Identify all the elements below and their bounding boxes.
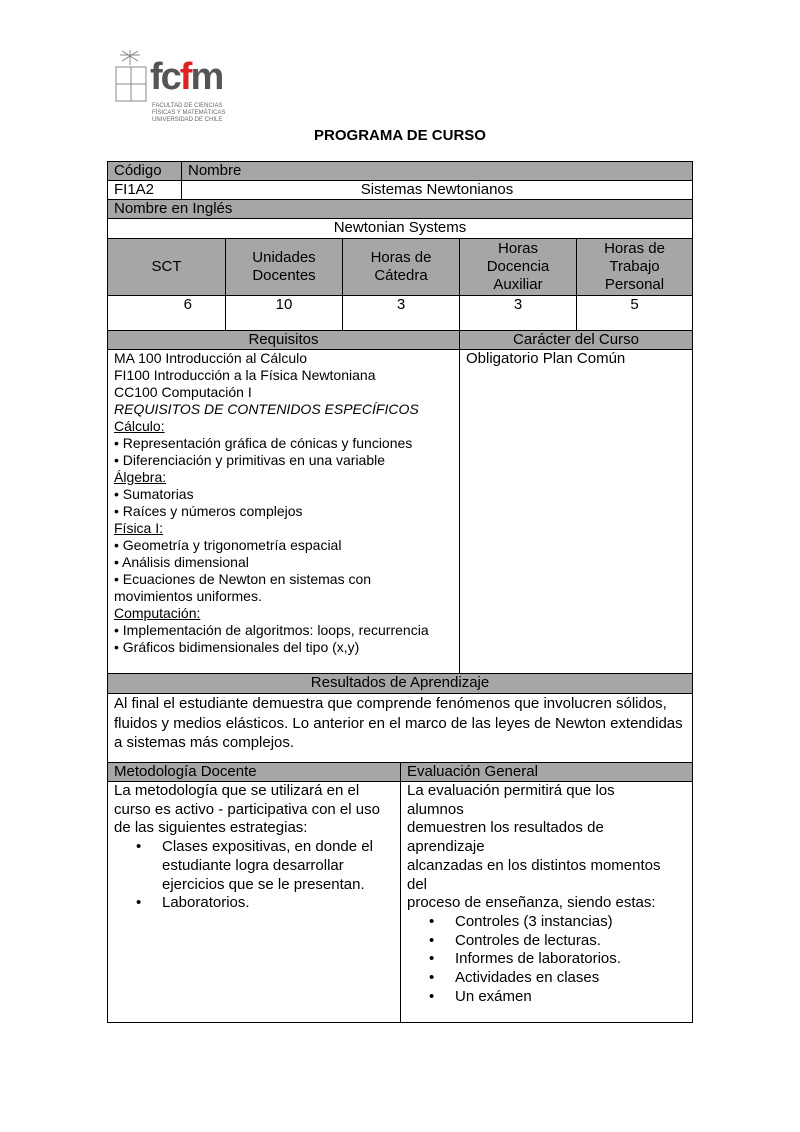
requisito: • Ecuaciones de Newton en sistemas con xyxy=(114,571,372,587)
requisito: MA 100 Introducción al Cálculo xyxy=(114,350,307,366)
requisito-section: Álgebra: xyxy=(114,469,167,485)
hours-header-catedra: Horas de Cátedra xyxy=(342,238,460,296)
metodologia-label: Metodología Docente xyxy=(107,762,401,782)
requisito: • Geometría y trigonometría espacial xyxy=(114,537,342,553)
hours-value-personal: 5 xyxy=(576,295,693,331)
requisito: • Diferenciación y primitivas en una variable xyxy=(114,452,386,468)
page-title: PROGRAMA DE CURSO xyxy=(314,127,486,144)
hours-value-sct: 6 xyxy=(107,295,226,331)
requisitos-specific-heading: REQUISITOS DE CONTENIDOS ESPECÍFICOS xyxy=(114,401,419,417)
hours-header-unidades: Unidades Docentes xyxy=(225,238,343,296)
hours-value-auxiliar: 3 xyxy=(459,295,577,331)
evaluacion-line: La evaluación permitirá que los xyxy=(407,782,615,799)
logo-text: fcfm xyxy=(150,56,223,98)
logo-subtitle: FÍSICAS Y MATEMÁTICAS xyxy=(152,110,226,116)
requisito: FI100 Introducción a la Física Newtoniana xyxy=(114,367,376,383)
hours-header-auxiliar: Horas Docencia Auxiliar xyxy=(459,238,577,296)
evaluacion-line: alumnos xyxy=(407,800,464,818)
requisito: movimientos uniformes. xyxy=(114,588,262,604)
ingles-label: Nombre en Inglés xyxy=(107,199,693,219)
evaluacion-line: alcanzadas en los distintos momentos xyxy=(407,856,661,874)
hours-header-sct: SCT xyxy=(107,238,226,296)
evaluacion-item: • Controles (3 instancias) xyxy=(407,913,686,932)
requisito-section: Cálculo: xyxy=(114,418,165,434)
evaluacion-line: aprendizaje xyxy=(407,838,485,856)
metodologia-item: • Clases expositivas, en donde el estudiante logra desarrollar ejercicios que se le presentan. xyxy=(114,838,390,894)
requisito: CC100 Computación I xyxy=(114,384,252,400)
logo-subtitle: UNIVERSIDAD DE CHILE xyxy=(152,117,223,123)
metodologia-item: • Laboratorios. xyxy=(114,894,390,913)
codigo-label: Código xyxy=(107,161,182,181)
nombre-label: Nombre xyxy=(181,161,693,181)
caracter-label: Carácter del Curso xyxy=(459,330,693,350)
logo-subtitle: FACULTAD DE CIENCIAS xyxy=(152,103,223,109)
fcfm-logo xyxy=(110,45,245,130)
requisito: • Análisis dimensional xyxy=(114,554,249,570)
resultados-label: Resultados de Aprendizaje xyxy=(107,673,693,694)
requisitos-list xyxy=(107,349,460,674)
requisitos-label: Requisitos xyxy=(107,330,460,350)
requisito-section: Física I: xyxy=(114,520,164,536)
ingles-value: Newtonian Systems xyxy=(107,218,693,239)
hours-value-unidades: 10 xyxy=(225,295,343,331)
evaluacion-line: del xyxy=(407,875,428,893)
caracter-value: Obligatorio Plan Común xyxy=(459,349,693,674)
evaluacion-item: • Informes de laboratorios. xyxy=(407,950,686,969)
requisito: • Representación gráfica de cónicas y funciones xyxy=(114,435,413,451)
evaluacion-item: • Actividades en clases xyxy=(407,969,686,988)
requisito: • Gráficos bidimensionales del tipo (x,y) xyxy=(114,639,360,655)
codigo-value: FI1A2 xyxy=(107,180,182,200)
requisito: • Sumatorias xyxy=(114,486,194,502)
nombre-value: Sistemas Newtonianos xyxy=(181,180,693,200)
evaluacion-content xyxy=(400,781,693,1023)
requisito: • Raíces y números complejos xyxy=(114,503,303,519)
metodologia-content xyxy=(107,781,401,1023)
evaluacion-item: • Un exámen xyxy=(407,988,686,1007)
requisito-section: Computación: xyxy=(114,605,201,621)
metodologia-intro: La metodología que se utilizará en el curso es activo - participativa con el uso de las siguientes estrategias: xyxy=(114,782,380,837)
evaluacion-item: • Controles de lecturas. xyxy=(407,932,686,951)
evaluacion-label: Evaluación General xyxy=(400,762,693,782)
evaluacion-line: proceso de enseñanza, siendo estas: xyxy=(407,894,656,912)
resultados-text: Al final el estudiante demuestra que comprende fenómenos que involucren sólidos, fluidos y medios elásticos. Lo anterior en el marco de las leyes de Newton extendidas a sistemas más complejos. xyxy=(107,693,693,763)
requisito: • Implementación de algoritmos: loops, recurrencia xyxy=(114,622,429,638)
hours-header-personal: Horas de Trabajo Personal xyxy=(576,238,693,296)
hours-value-catedra: 3 xyxy=(342,295,460,331)
evaluacion-line: demuestren los resultados de xyxy=(407,819,604,837)
